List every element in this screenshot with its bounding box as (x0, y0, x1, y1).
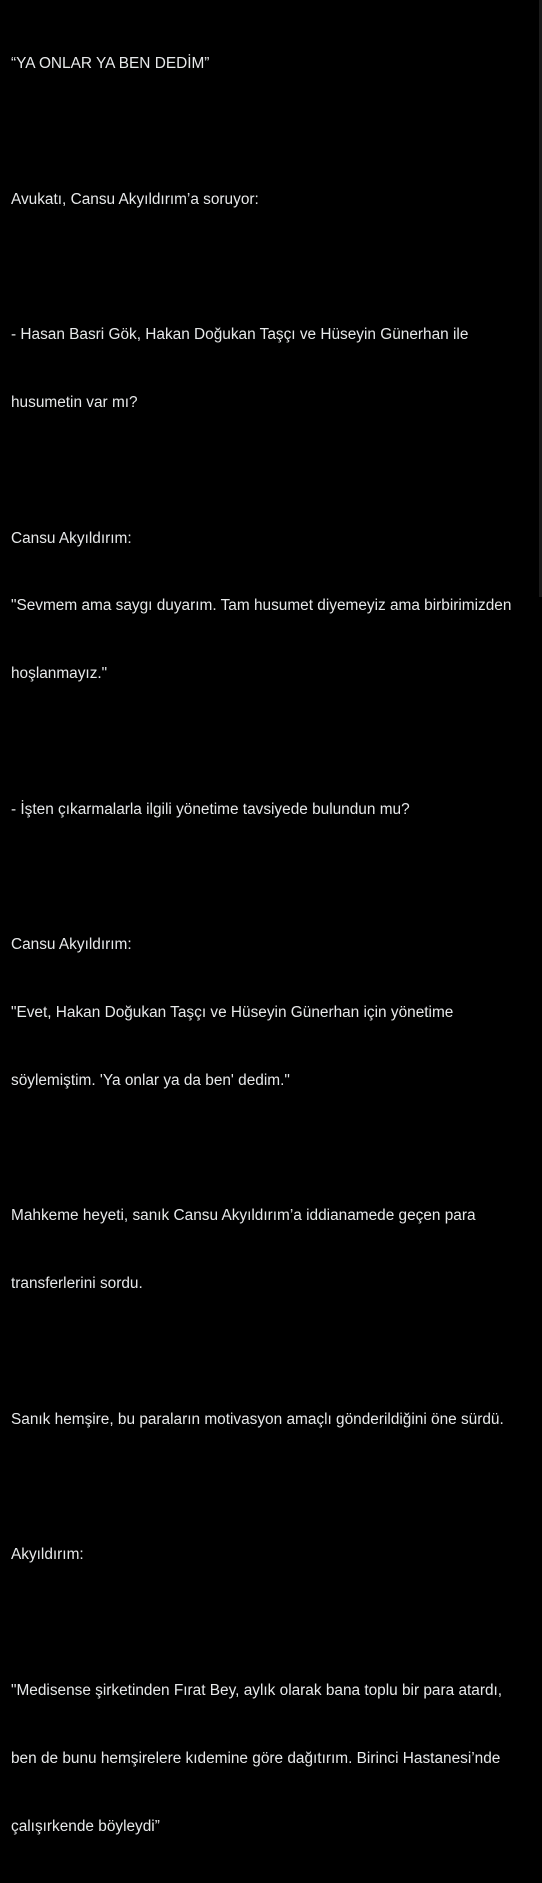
post-text (11, 8, 535, 1883)
text-line: Sanık hemşire, bu paraların motivasyon amaçlı gönderildiğini öne sürdü. (11, 1410, 504, 1428)
text-line: "Sevmem ama saygı duyarım. Tam husumet diyemeyiz ama birbirimizden (11, 597, 512, 615)
text-line: husumetin var mı? (11, 394, 138, 412)
text-line: Avukatı, Cansu Akyıldırım’a soruyor: (11, 190, 259, 208)
text-line: ben de bunu hemşirelere kıdemine göre dağıtırım. Birinci Hastanesi’nde (11, 1749, 501, 1767)
text-line: transferlerini sordu. (11, 1275, 143, 1293)
text-line: çalışırkende böyleydi” (11, 1817, 160, 1835)
paragraph-lawyer-asks (11, 144, 535, 257)
text-line: Cansu Akyıldırım: (11, 529, 132, 547)
text-line: Mahkeme heyeti, sanık Cansu Akyıldırım’a iddianamede geçen para (11, 1207, 476, 1225)
paragraph-headline (11, 8, 535, 121)
text-line: - İşten çıkarmalarla ilgili yönetime tavsiyede bulundun mu? (11, 800, 410, 818)
paragraph-question-1 (11, 279, 535, 460)
paragraph-question-2 (11, 754, 535, 867)
paragraph-court-asks (11, 1160, 535, 1341)
paragraph-answer-1 (11, 482, 535, 731)
text-line: "Medisense şirketinden Fırat Bey, aylık olarak bana toplu bir para atardı, (11, 1681, 503, 1699)
text-line: Cansu Akyıldırım: (11, 936, 132, 954)
text-line: “YA ONLAR YA BEN DEDİM” (11, 55, 210, 73)
paragraph-speaker (11, 1499, 535, 1612)
text-line: söylemiştim. 'Ya onlar ya da ben' dedim." (11, 1071, 290, 1089)
text-line: "Evet, Hakan Doğukan Taşçı ve Hüseyin Günerhan için yönetime (11, 1004, 454, 1022)
text-line: hoşlanmayız." (11, 665, 108, 683)
text-line: Akyıldırım: (11, 1546, 84, 1564)
paragraph-quote (11, 1635, 535, 1883)
paragraph-answer-2 (11, 889, 535, 1138)
paragraph-defendant-claims (11, 1364, 535, 1477)
text-line: - Hasan Basri Gök, Hakan Doğukan Taşçı ve Hüseyin Günerhan ile (11, 326, 469, 344)
